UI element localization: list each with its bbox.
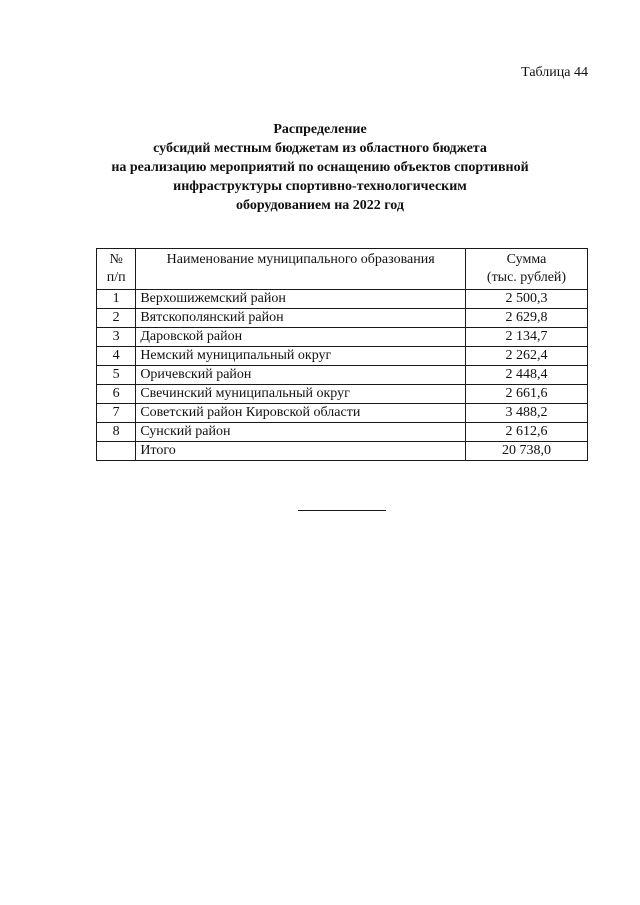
row-number: 3 (97, 328, 136, 347)
table-row (97, 290, 588, 309)
row-number: 5 (97, 366, 136, 385)
header-number: № п/п (97, 249, 136, 290)
row-sum: 2 448,4 (465, 366, 587, 385)
title-line: инфраструктуры спортивно-технологическим (173, 179, 467, 194)
total-number (97, 442, 136, 461)
header-municipality: Наименование муниципального образования (136, 249, 466, 290)
table-row (97, 309, 588, 328)
row-number: 8 (97, 423, 136, 442)
row-municipality: Вятскополянский район (136, 309, 466, 328)
row-sum: 2 134,7 (465, 328, 587, 347)
row-number: 1 (97, 290, 136, 309)
total-label: Итого (136, 442, 466, 461)
row-number: 4 (97, 347, 136, 366)
row-municipality: Советский район Кировской области (136, 404, 466, 423)
row-municipality: Даровской район (136, 328, 466, 347)
row-sum: 2 612,6 (465, 423, 587, 442)
table-row (97, 385, 588, 404)
title-line: субсидий местным бюджетам из областного бюджета (153, 141, 487, 156)
header-sum: Сумма (тыс. рублей) (465, 249, 587, 290)
title-line: Распределение (273, 122, 367, 137)
subsidy-table (96, 248, 588, 461)
title-line: на реализацию мероприятий по оснащению объектов спортивной (111, 160, 529, 175)
table-row (97, 347, 588, 366)
end-separator-line (298, 510, 386, 511)
row-sum: 2 262,4 (465, 347, 587, 366)
row-municipality: Верхошижемский район (136, 290, 466, 309)
row-number: 7 (97, 404, 136, 423)
row-sum: 2 629,8 (465, 309, 587, 328)
table-total-row (97, 442, 588, 461)
row-number: 6 (97, 385, 136, 404)
row-municipality: Сунский район (136, 423, 466, 442)
table-row (97, 423, 588, 442)
row-sum: 3 488,2 (465, 404, 587, 423)
row-municipality: Немский муниципальный округ (136, 347, 466, 366)
row-number: 2 (97, 309, 136, 328)
table-row (97, 328, 588, 347)
document-title (0, 120, 640, 215)
total-sum: 20 738,0 (465, 442, 587, 461)
table-header-row (97, 249, 588, 290)
table-row (97, 366, 588, 385)
table-number: Таблица 44 (521, 65, 588, 80)
title-line: оборудованием на 2022 год (236, 198, 404, 213)
table-row (97, 404, 588, 423)
row-sum: 2 500,3 (465, 290, 587, 309)
row-municipality: Оричевский район (136, 366, 466, 385)
row-municipality: Свечинский муниципальный округ (136, 385, 466, 404)
row-sum: 2 661,6 (465, 385, 587, 404)
